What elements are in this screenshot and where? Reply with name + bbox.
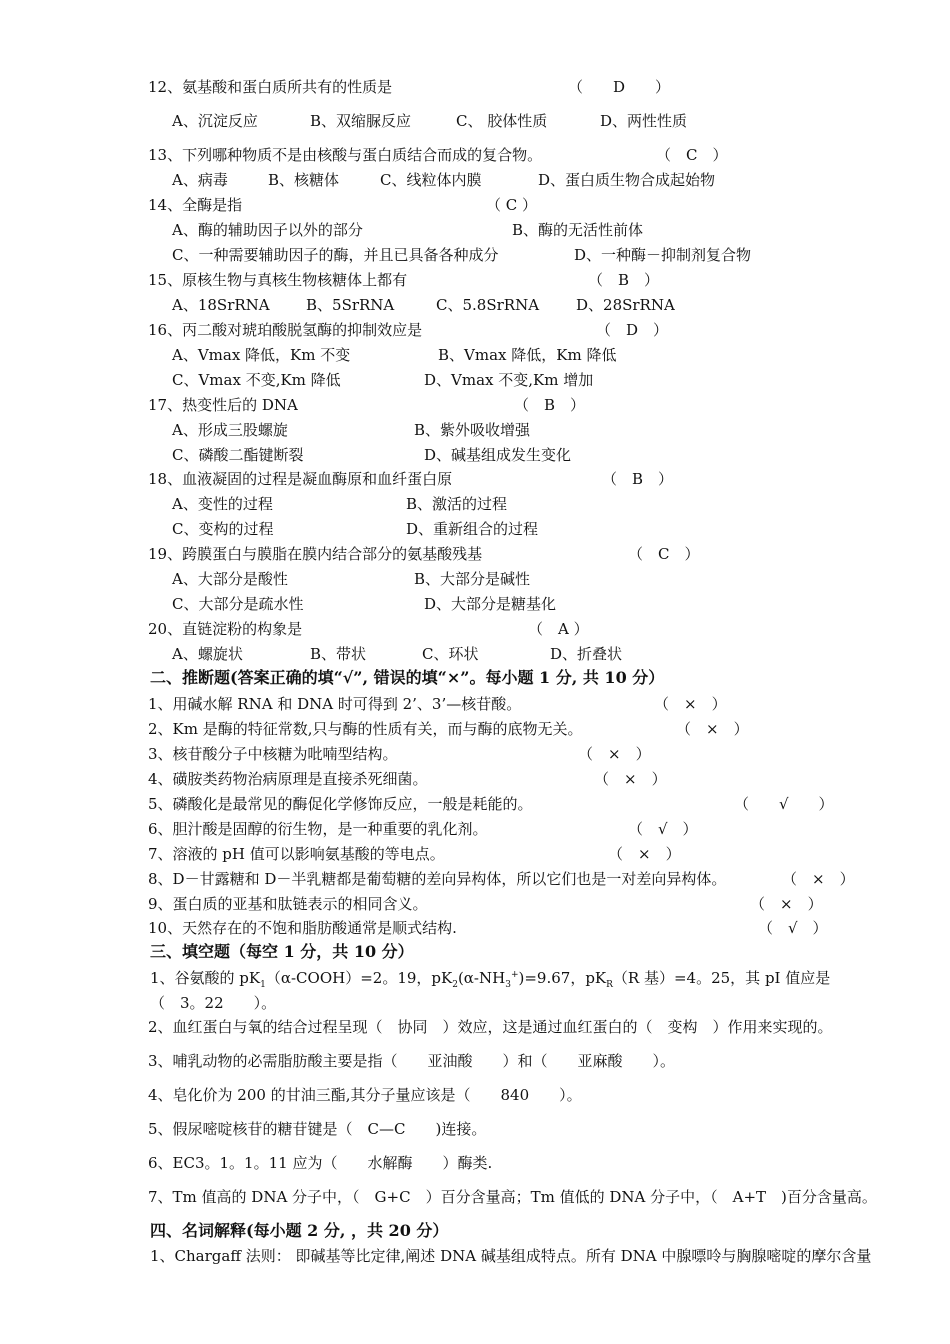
question-16-option-c: C、Vmax 不变,Km 降低 [172,371,341,389]
question-18-answer: （ B ） [602,470,674,488]
fill-question-7: 7、Tm 值高的 DNA 分子中，（ G+C ）百分含量高；Tm 值低的 DNA 分子中，（ A+T )百分含量高。 [148,1188,877,1206]
question-13-option-a: A、病毒 [172,171,228,189]
question-19-option-c: C、大部分是疏水性 [172,595,304,613]
question-15-option-c: C、5.8SrRNA [436,296,540,314]
question-20-stem: 20、直链淀粉的构象是 [148,620,303,638]
judge-item-4: 4、磺胺类药物治病原理是直接杀死细菌。 [148,770,428,788]
judge-item-1: 1、用碱水解 RNA 和 DNA 时可得到 2’、3’—核苷酸。 [148,695,522,713]
question-19-answer: （ C ） [628,545,700,563]
question-12-option-b: B、双缩脲反应 [310,112,412,130]
judge-item-5: 5、磷酸化是最常见的酶促化学修饰反应，一般是耗能的。 [148,795,533,813]
question-19-stem: 19、跨膜蛋白与膜脂在膜内结合部分的氨基酸残基 [148,545,483,563]
judge-item-9: 9、蛋白质的亚基和肽链表示的相同含义。 [148,895,428,913]
question-13-stem: 13、下列哪种物质不是由核酸与蛋白质结合而成的复合物。 [148,146,543,164]
question-12-option-c: C、 胶体性质 [456,112,548,130]
fill-question-2: 2、血红蛋白与氧的结合过程呈现（ 协同 ）效应，这是通过血红蛋白的（ 变构 ）作用来实现的。 [148,1018,833,1036]
question-18-stem: 18、血液凝固的过程是凝血酶原和血纤蛋白原 [148,470,453,488]
judge-item-3: 3、核苷酸分子中核糖为吡喃型结构。 [148,745,398,763]
judge-answer-6: （ √ ） [628,820,698,838]
question-15-option-b: B、5SrRNA [306,296,395,314]
judge-answer-5: （ √ ） [734,795,834,813]
question-17-option-d: D、碱基组成发生变化 [424,446,572,464]
judge-answer-7: （ × ） [608,845,681,863]
question-13-option-b: B、核糖体 [268,171,340,189]
question-20-option-d: D、折叠状 [550,645,623,663]
term-question-1: 1、Chargaff 法则： 即碱基等比定律,阐述 DNA 碱基组成特点。所有 DNA 中腺嘌呤与胸腺嘧啶的摩尔含量 [150,1247,872,1265]
question-12-answer: （ D ） [568,78,671,96]
question-14-answer: （ C ） [486,196,538,214]
judge-item-8: 8、D－甘露糖和 D－半乳糖都是葡萄糖的差向异构体，所以它们也是一对差向异构体。 [148,870,727,888]
question-12-stem: 12、氨基酸和蛋白质所共有的性质是 [148,78,393,96]
judge-item-2: 2、Km 是酶的特征常数,只与酶的性质有关，而与酶的底物无关。 [148,720,583,738]
section-judge-heading: 二、推断题(答案正确的填“√”, 错误的填“×”。每小题 1 分, 共 10 分） [150,668,665,687]
fill-question-3: 3、哺乳动物的必需脂肪酸主要是指（ 亚油酸 ）和（ 亚麻酸 ）。 [148,1052,676,1070]
question-17-stem: 17、热变性后的 DNA [148,396,298,414]
fill-question-6: 6、EC3。1。1。11 应为（ 水解酶 ）酶类. [148,1154,493,1172]
question-13-answer: （ C ） [656,146,728,164]
judge-answer-3: （ × ） [578,745,651,763]
question-18-option-a: A、变性的过程 [172,495,273,513]
question-14-option-b: B、酶的无活性前体 [512,221,644,239]
question-19-option-a: A、大部分是酸性 [172,570,288,588]
question-20-answer: （ A ） [528,620,589,638]
fill-answer-1: （ 3。22 ）。 [150,994,277,1012]
question-18-option-b: B、激活的过程 [406,495,508,513]
judge-answer-8: （ × ） [782,870,855,888]
question-16-answer: （ D ） [596,321,669,339]
question-20-option-c: C、环状 [422,645,479,663]
question-19-option-d: D、大部分是糖基化 [424,595,557,613]
question-14-option-d: D、一种酶－抑制剂复合物 [574,246,752,264]
question-16-stem: 16、丙二酸对琥珀酸脱氢酶的抑制效应是 [148,321,423,339]
fill-question-1: 1、谷氨酸的 $pK_1(\alpha-COOH)=2$。19，$pK_2(\alpha-NH_3^+)=9.67$，$pK_R(R$ 基）=4。25，其 pI 值应是 [150,969,831,990]
question-17-option-b: B、紫外吸收增强 [414,421,531,439]
question-13-option-d: D、蛋白质生物合成起始物 [538,171,716,189]
judge-answer-4: （ × ） [594,770,667,788]
fill-question-5: 5、假尿嘧啶核苷的糖苷键是（ C—C )连接。 [148,1120,487,1138]
question-18-option-c: C、变构的过程 [172,520,274,538]
question-17-option-a: A、形成三股螺旋 [172,421,288,439]
judge-item-6: 6、胆汁酸是固醇的衍生物，是一种重要的乳化剂。 [148,820,488,838]
question-15-option-a: A、18SrRNA [172,296,270,314]
question-15-answer: （ B ） [588,271,660,289]
judge-answer-2: （ × ） [676,720,749,738]
judge-answer-10: （ √ ） [758,919,828,937]
question-20-option-a: A、螺旋状 [172,645,243,663]
question-17-option-c: C、磷酸二酯键断裂 [172,446,304,464]
question-17-answer: （ B ） [514,396,586,414]
question-15-option-d: D、28SrRNA [576,296,675,314]
question-18-option-d: D、重新组合的过程 [406,520,539,538]
question-12-option-a: A、沉淀反应 [172,112,258,130]
question-20-option-b: B、带状 [310,645,367,663]
question-15-stem: 15、原核生物与真核生物核糖体上都有 [148,271,408,289]
judge-item-10: 10、天然存在的不饱和脂肪酸通常是顺式结构. [148,919,457,937]
question-13-option-c: C、线粒体内膜 [380,171,482,189]
judge-answer-9: （ × ） [750,895,823,913]
judge-item-7: 7、溶液的 pH 值可以影响氨基酸的等电点。 [148,845,445,863]
question-16-option-b: B、Vmax 降低，Km 降低 [438,346,617,364]
section-fill-heading: 三、填空题（每空 1 分，共 10 分） [150,942,414,961]
question-14-option-c: C、一种需要辅助因子的酶，并且已具备各种成分 [172,246,499,264]
question-16-option-a: A、Vmax 降低，Km 不变 [172,346,351,364]
fill-question-4: 4、皂化价为 200 的甘油三酯,其分子量应该是（ 840 ）。 [148,1086,582,1104]
section-terms-heading: 四、名词解释(每小题 2 分, ，共 20 分） [150,1221,449,1240]
question-19-option-b: B、大部分是碱性 [414,570,531,588]
question-16-option-d: D、Vmax 不变,Km 增加 [424,371,594,389]
question-14-stem: 14、全酶是指 [148,196,243,214]
question-14-option-a: A、酶的辅助因子以外的部分 [172,221,363,239]
question-12-option-d: D、两性性质 [600,112,688,130]
judge-answer-1: （ × ） [654,695,727,713]
